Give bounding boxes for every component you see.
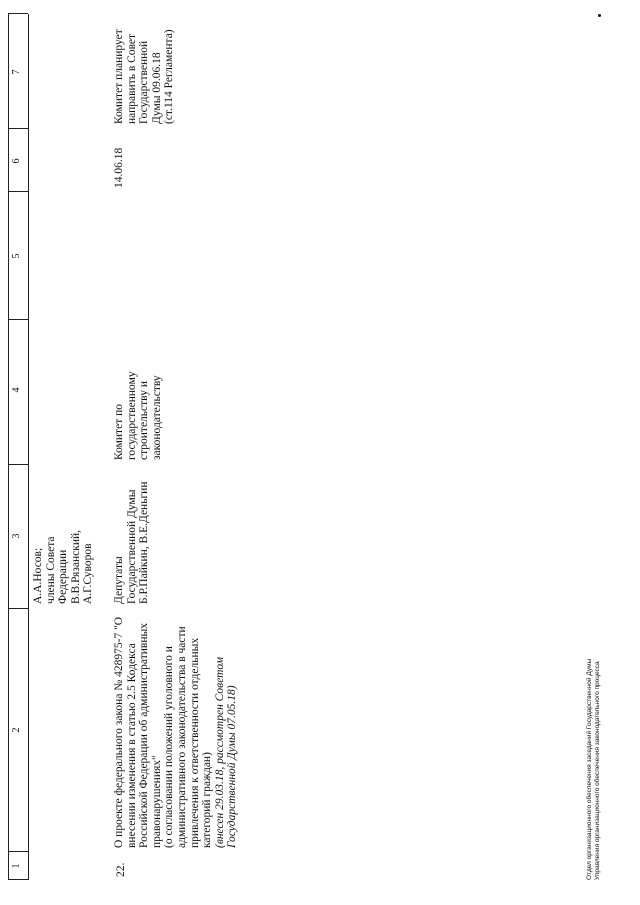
column-number-1: 1 xyxy=(11,863,22,869)
col-divider xyxy=(8,191,28,192)
row-22-col3: Депутаты Государственной Думы Б.Р.Пайкин, В.Е.Деньгин xyxy=(113,481,151,604)
col-divider xyxy=(8,851,28,852)
row-22-note: (внесен 29.03.18, рассмотрен Советом Государственной Думы 07.05.18) xyxy=(213,656,239,848)
prev-row-col3 xyxy=(32,464,95,604)
prev-row-col3-line: Федерации xyxy=(57,549,70,604)
table-top-border xyxy=(8,14,9,880)
prev-row-col3-line: В.В.Рязанский, xyxy=(69,529,82,604)
col-divider xyxy=(8,13,28,14)
column-number-3: 3 xyxy=(11,533,22,539)
rotated-page xyxy=(8,14,628,894)
row-22-title-block xyxy=(113,612,239,848)
row-22-subtitle: (о согласовании положений уголовного и административного законодательства в части привлечения к ответственности отдельных категорий граждан) xyxy=(163,626,214,848)
column-number-6: 6 xyxy=(11,158,22,164)
prev-row-col3-line: члены Совета xyxy=(44,536,57,604)
column-number-7: 7 xyxy=(11,69,22,75)
row-22-col4: Комитет по государственному строительству и законодательству xyxy=(113,371,163,460)
footer-line-2: Управления организационного обеспечения законодательного процесса xyxy=(593,661,601,880)
footer-line-1: Отдел организационного обеспечения заседаний Государственной Думы xyxy=(586,658,593,880)
column-number-4: 4 xyxy=(11,387,22,393)
col-divider xyxy=(8,128,28,129)
scan-dot-mark xyxy=(598,14,601,17)
row-22-col7: Комитет планирует направить в Совет Государственной Думы 09.06.18 (ст.114 Регламента) xyxy=(113,29,176,124)
row-22-title: О проекте федерального закона № 428975-7 "О внесении изменения в статью 2.5 Кодекса Российской Федерации об административных правонарушениях" xyxy=(113,616,163,848)
col-divider xyxy=(8,464,28,465)
row-22-number: 22. xyxy=(115,862,127,877)
row-22-col6: 14.06.18 xyxy=(113,147,125,188)
column-number-5: 5 xyxy=(11,253,22,259)
prev-row-col3-line: А.А.Носов; xyxy=(32,547,44,604)
prev-row-col3-line: А.Г.Суворов xyxy=(82,543,95,604)
col-divider xyxy=(8,319,28,320)
header-row-bottom-border xyxy=(28,14,29,880)
col-divider xyxy=(8,879,28,880)
col-divider xyxy=(8,608,28,609)
column-number-2: 2 xyxy=(11,727,22,733)
footer xyxy=(586,550,601,880)
